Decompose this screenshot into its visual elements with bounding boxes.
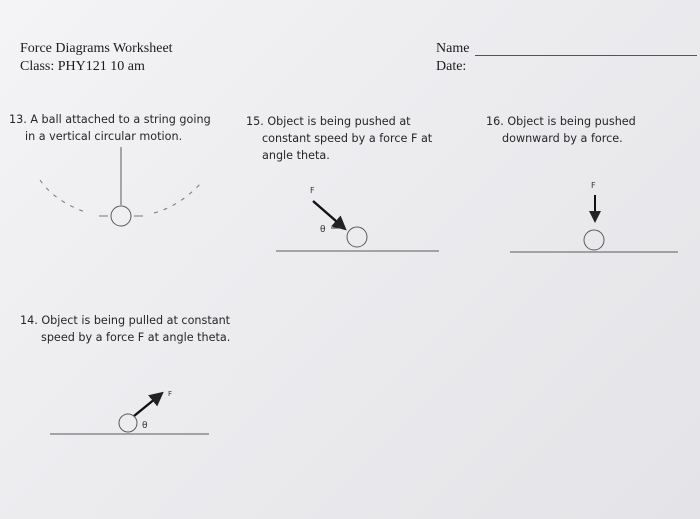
object-16 [584, 230, 604, 250]
ball-13 [111, 206, 131, 226]
problem-16-diagram [508, 178, 680, 258]
problem-14-text [20, 312, 240, 346]
force-arrow-15 [313, 201, 344, 228]
worksheet-title: Force Diagrams Worksheet [20, 41, 173, 56]
name-field-line[interactable] [475, 55, 697, 56]
problem-15-line-3: angle theta. [262, 149, 330, 162]
force-arrow-14 [134, 394, 161, 416]
problem-14-line-2: speed by a force F at angle theta. [41, 331, 231, 344]
problem-14-line-1: 14. Object is being pulled at constant [20, 314, 231, 327]
force-label-15: F [310, 186, 315, 195]
problem-13-line-2: in a vertical circular motion. [25, 130, 183, 143]
problem-16-line-2: downward by a force. [502, 132, 623, 145]
object-14 [119, 414, 137, 432]
date-label: Date: [436, 59, 467, 74]
problem-16-text [486, 113, 686, 147]
problem-15-line-1: 15. Object is being pushed at [246, 115, 411, 128]
problem-13-line-1: 13. A ball attached to a string going [9, 113, 211, 126]
problem-15-line-2: constant speed by a force F at [262, 132, 433, 145]
problem-15-diagram [276, 182, 441, 257]
theta-label-15: θ [320, 225, 326, 235]
problem-15-text [246, 113, 456, 164]
problem-16-line-1: 16. Object is being pushed [486, 115, 636, 128]
name-label: Name [436, 41, 470, 56]
problem-13-diagram [30, 140, 220, 240]
object-15 [347, 227, 367, 247]
theta-label-14: θ [142, 421, 148, 431]
force-label-16: F [591, 181, 596, 190]
force-label-14: F [168, 390, 173, 398]
class-line: Class: PHY121 10 am [20, 59, 145, 74]
problem-14-diagram [50, 380, 212, 440]
